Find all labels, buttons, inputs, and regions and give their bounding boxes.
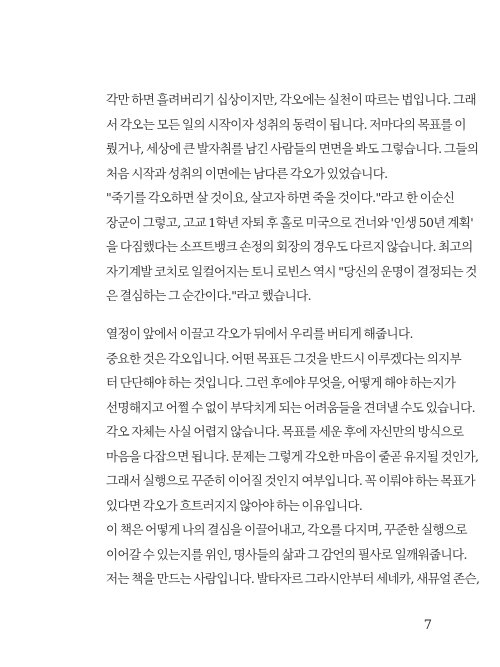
- text-line: 터 단단해야 하는 것입니다. 그런 후에야 무엇을, 어떻게 해야 하는지가: [106, 375, 456, 390]
- text-line: 자기계발 코치로 일컬어지는 토니 로빈스 역시 "당신의 운명이 결정되는 것: [106, 263, 477, 279]
- text-line: "죽기를 각오하면 살 것이요, 살고자 하면 죽을 것이다."라고 한 이순신: [106, 190, 455, 205]
- text-line: 각오 자체는 사실 어렵지 않습니다. 목표를 세운 후에 자신만의 방식으로: [106, 424, 464, 439]
- text-line: 은 결심하는 그 순간이다."라고 했습니다.: [106, 288, 311, 303]
- text-line: 중요한 것은 각오입니다. 어떤 목표든 그것을 반드시 이루겠다는 의지부: [106, 350, 462, 366]
- text-line: 열정이 앞에서 이끌고 각오가 뒤에서 우리를 버티게 해줍니다.: [106, 326, 413, 341]
- text-line: 장군이 그렇고, 고교 1학년 자퇴 후 홀로 미국으로 건너와 '인생 50년 계획': [106, 214, 474, 230]
- page-number: 7: [423, 618, 432, 633]
- text-line: 처음 시작과 성취의 이면에는 남다른 각오가 있었습니다.: [106, 165, 388, 181]
- text-line: 이어갈 수 있는지를 위인, 명사들의 삶과 그 감언의 필사로 일깨워줍니다.: [106, 546, 467, 562]
- text-line: 뤘거나, 세상에 큰 발자취를 남긴 사람들의 면면을 봐도 그렇습니다. 그들의: [106, 141, 479, 156]
- text-line: 이 책은 어떻게 나의 결심을 이끌어내고, 각오를 다지며, 꾸준한 실행으로: [106, 522, 467, 537]
- text-line: 서 각오는 모든 일의 시작이자 성취의 동력이 됩니다. 저마다의 목표를 이: [106, 116, 466, 132]
- text-line: 각만 하면 흘려버리기 십상이지만, 각오에는 실천이 따르는 법입니다. 그래: [106, 92, 476, 107]
- text-line: 마음을 다잡으면 됩니다. 문제는 그렇게 각오한 마음이 줄곧 유지될 것인가,: [106, 448, 479, 464]
- text-line: 저는 책을 만드는 사람입니다. 발타자르 그라시안부터 세네카, 새뮤얼 존슨,: [106, 571, 480, 586]
- text-line: 그래서 실행으로 꾸준히 이어질 것인지 여부입니다. 꼭 이뤄야 하는 목표가: [106, 473, 475, 488]
- text-block-1: [106, 88, 479, 309]
- text-line: 선명해지고 어쩔 수 없이 부닥치게 되는 어려움들을 견뎌낼 수도 있습니다.: [106, 399, 475, 415]
- text-line: 있다면 각오가 흐트러지지 않아야 하는 이유입니다.: [106, 497, 363, 513]
- text-line: 을 다짐했다는 소프트뱅크 손정의 회장의 경우도 다르지 않습니다. 최고의: [106, 239, 473, 254]
- text-block-2: [106, 322, 480, 592]
